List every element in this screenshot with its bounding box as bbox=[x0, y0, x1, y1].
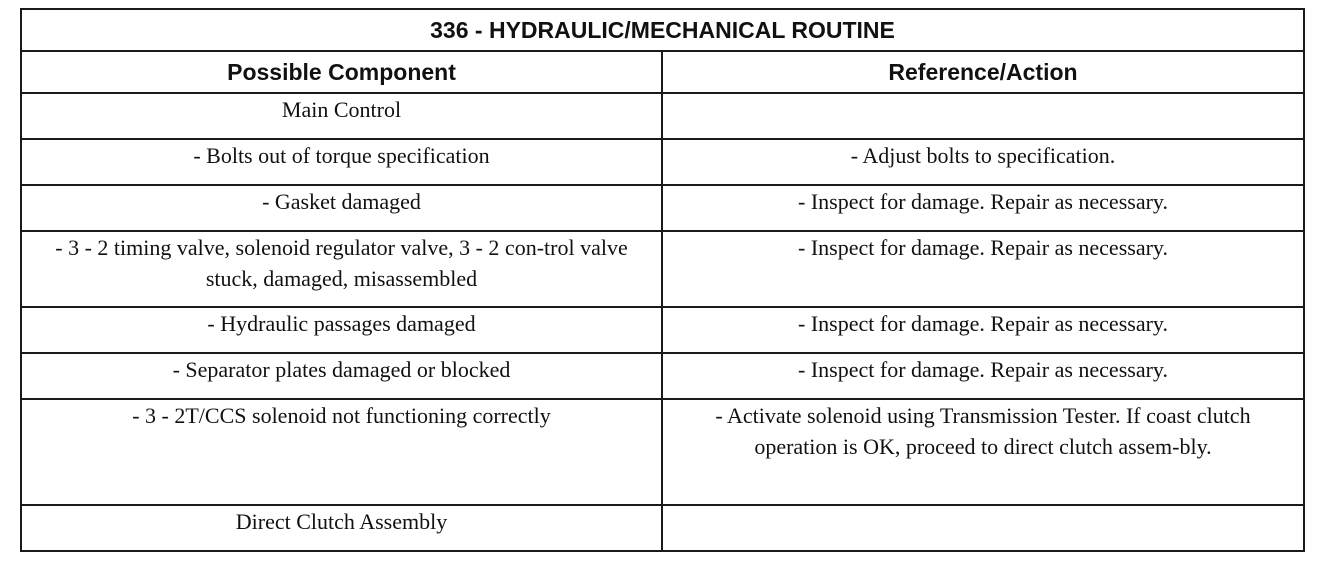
component-cell bbox=[21, 307, 662, 353]
component-cell bbox=[21, 93, 662, 139]
table-row bbox=[21, 139, 1304, 185]
component-text: - 3 - 2T/CCS solenoid not functioning correctly bbox=[132, 403, 551, 428]
action-text: - Inspect for damage. Repair as necessary. bbox=[798, 311, 1168, 336]
component-text: - Gasket damaged bbox=[262, 189, 421, 214]
component-cell bbox=[21, 231, 662, 307]
component-cell bbox=[21, 399, 662, 505]
action-text: - Activate solenoid using Transmission Tester. If coast clutch operation is OK, proceed to direct clutch assem-bly. bbox=[715, 403, 1251, 459]
header-row bbox=[21, 51, 1304, 93]
component-cell bbox=[21, 185, 662, 231]
action-cell bbox=[662, 139, 1304, 185]
table-row bbox=[21, 399, 1304, 505]
table-row bbox=[21, 231, 1304, 307]
component-cell bbox=[21, 139, 662, 185]
action-cell bbox=[662, 185, 1304, 231]
table-row bbox=[21, 505, 1304, 551]
table-row bbox=[21, 185, 1304, 231]
component-text: Direct Clutch Assembly bbox=[235, 509, 448, 534]
table-row bbox=[21, 93, 1304, 139]
action-text: - Adjust bolts to specification. bbox=[850, 143, 1116, 168]
action-cell bbox=[662, 307, 1304, 353]
component-text: - Bolts out of torque specification bbox=[193, 143, 490, 168]
action-cell bbox=[662, 93, 1304, 139]
component-text: - 3 - 2 timing valve, solenoid regulator valve, 3 - 2 con-trol valve stuck, damaged, misassembled bbox=[55, 235, 628, 291]
action-cell bbox=[662, 505, 1304, 551]
table-row bbox=[21, 353, 1304, 399]
action-cell bbox=[662, 399, 1304, 505]
action-cell bbox=[662, 231, 1304, 307]
component-cell bbox=[21, 353, 662, 399]
component-cell bbox=[21, 505, 662, 551]
component-text: Main Control bbox=[281, 97, 402, 122]
hydraulic-mechanical-routine-table bbox=[20, 8, 1305, 552]
table-row bbox=[21, 307, 1304, 353]
component-text: - Separator plates damaged or blocked bbox=[172, 357, 511, 382]
action-text: - Inspect for damage. Repair as necessary. bbox=[798, 357, 1168, 382]
action-cell bbox=[662, 353, 1304, 399]
action-text: - Inspect for damage. Repair as necessary. bbox=[798, 189, 1168, 214]
component-text: - Hydraulic passages damaged bbox=[207, 311, 476, 336]
header-possible-component: Possible Component bbox=[21, 51, 662, 93]
action-text: - Inspect for damage. Repair as necessary. bbox=[798, 235, 1168, 260]
header-reference-action: Reference/Action bbox=[662, 51, 1304, 93]
table-title: 336 - HYDRAULIC/MECHANICAL ROUTINE bbox=[21, 9, 1304, 51]
title-row bbox=[21, 9, 1304, 51]
